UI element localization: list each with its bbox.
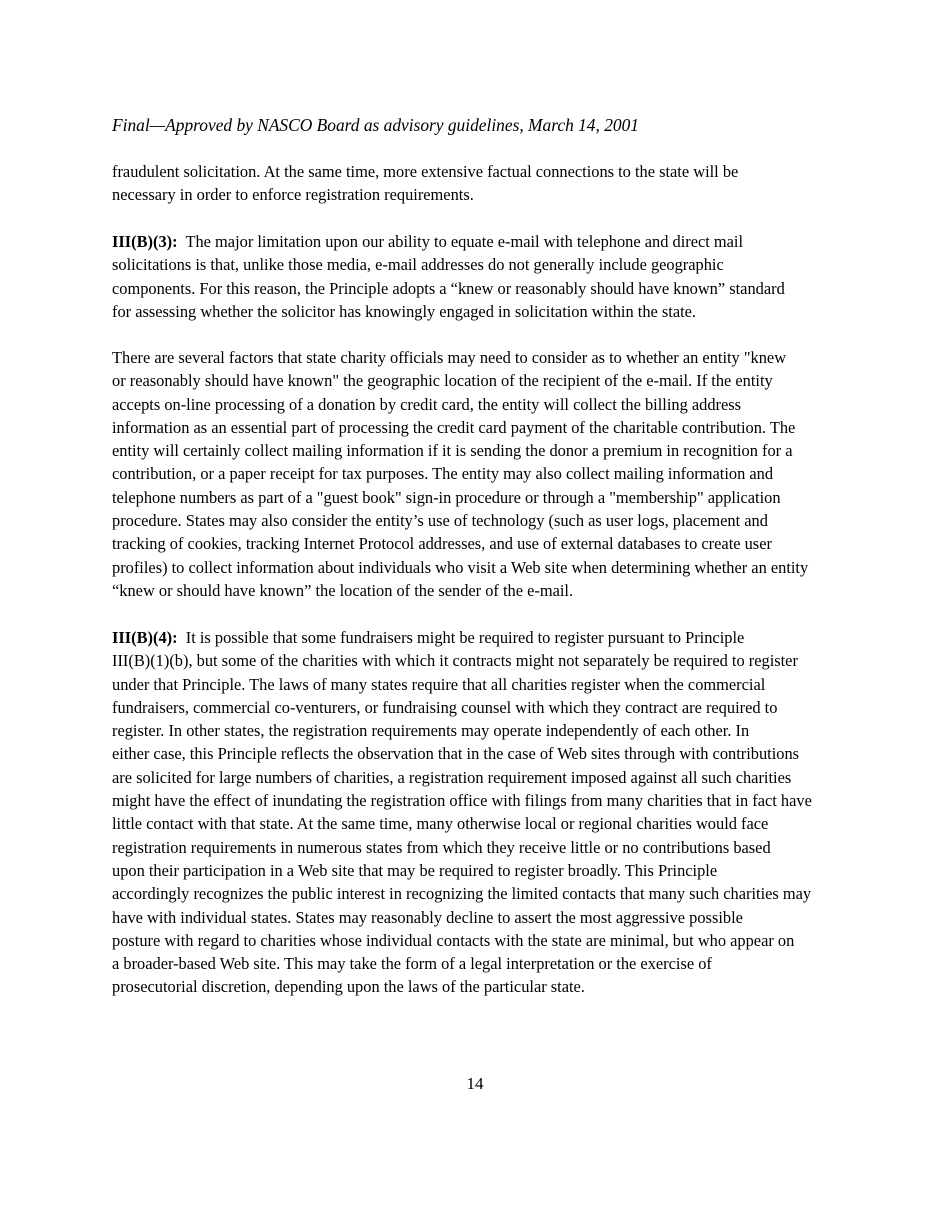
page-number: 14 xyxy=(466,1074,484,1093)
text-line: either case, this Principle reflects the observation that in the case of Web sites through with contributions xyxy=(112,744,800,764)
text-line: under that Principle. The laws of many states require that all charities register when the commercial xyxy=(112,674,766,694)
text-line: a broader-based Web site. This may take the form of a legal interpretation or the exercise of xyxy=(112,954,712,974)
text-line: for assessing whether the solicitor has knowingly engaged in solicitation within the state. xyxy=(112,301,697,321)
text-line: or reasonably should have known" the geographic location of the recipient of the e-mail. If the entity xyxy=(112,371,773,391)
text-line: “knew or should have known” the location of the sender of the e-mail. xyxy=(112,580,574,600)
text-line: There are several factors that state charity officials may need to consider as to whether an entity "knew xyxy=(112,348,787,367)
text-line: telephone numbers as part of a "guest book" sign-in procedure or through a "membership" application xyxy=(112,487,781,507)
text-line: contribution, or a paper receipt for tax purposes. The entity may also collect mailing information and xyxy=(112,464,774,484)
text-run: The major limitation upon our ability to equate e-mail with telephone and direct mail xyxy=(177,232,744,251)
section-label: III(B)(4): xyxy=(112,628,178,647)
text-line: III(B)(1)(b), but some of the charities with which it contracts might not separately be required to register xyxy=(112,651,798,671)
text-line: information as an essential part of processing the credit card payment of the charitable contribution. The xyxy=(112,417,796,437)
text-line: might have the effect of inundating the registration office with filings from many charities that in fact have xyxy=(112,791,812,811)
text-line: components. For this reason, the Principle adopts a “knew or reasonably should have known” standard xyxy=(112,278,785,298)
paragraph-iii-b-3 xyxy=(112,230,852,323)
text-line: profiles) to collect information about individuals who visit a Web site when determining whether an entity xyxy=(112,557,809,577)
text-line: procedure. States may also consider the entity’s use of technology (such as user logs, placement and xyxy=(112,511,768,531)
text-line: upon their participation in a Web site that may be required to register broadly. This Principle xyxy=(112,860,718,880)
page-header: Final—Approved by NASCO Board as advisory guidelines, March 14, 2001 xyxy=(112,115,639,135)
paragraph-factors xyxy=(112,346,852,602)
text-line: entity will certainly collect mailing information if it is sending the donor a premium in recognition for a xyxy=(112,441,793,461)
text-line: accordingly recognizes the public interest in recognizing the limited contacts that many such charities may xyxy=(112,884,812,904)
text-line: prosecutorial discretion, depending upon the laws of the particular state. xyxy=(112,977,585,997)
text-line: solicitations is that, unlike those media, e-mail addresses do not generally include geographic xyxy=(112,255,724,275)
text-line: registration requirements in numerous states from which they receive little or no contributions based xyxy=(112,837,771,857)
text-line: accepts on-line processing of a donation by credit card, the entity will collect the billing address xyxy=(112,394,742,414)
text-line: have with individual states. States may reasonably decline to assert the most aggressive possible xyxy=(112,907,743,927)
text-line: register. In other states, the registration requirements may operate independently of each other. In xyxy=(112,721,750,741)
section-label: III(B)(3): xyxy=(112,232,178,251)
text-line: posture with regard to charities whose individual contacts with the state are minimal, but who appear on xyxy=(112,930,795,950)
text-line: necessary in order to enforce registration requirements. xyxy=(112,185,474,205)
paragraph-iii-b-4 xyxy=(112,626,852,999)
text-run: It is possible that some fundraisers might be required to register pursuant to Principle xyxy=(177,628,745,647)
paragraph-continuation xyxy=(112,160,852,207)
text-line: little contact with that state. At the same time, many otherwise local or regional charities would face xyxy=(112,814,769,834)
text-line xyxy=(112,230,852,253)
text-line xyxy=(112,626,852,649)
text-line: fraudulent solicitation. At the same time, more extensive factual connections to the state will be xyxy=(112,162,739,181)
text-line: fundraisers, commercial co-venturers, or fundraising counsel with which they contract are required to xyxy=(112,697,778,717)
text-line: tracking of cookies, tracking Internet Protocol addresses, and use of external databases to create user xyxy=(112,534,772,554)
text-line: are solicited for large numbers of charities, a registration requirement imposed against all such charities xyxy=(112,767,792,787)
